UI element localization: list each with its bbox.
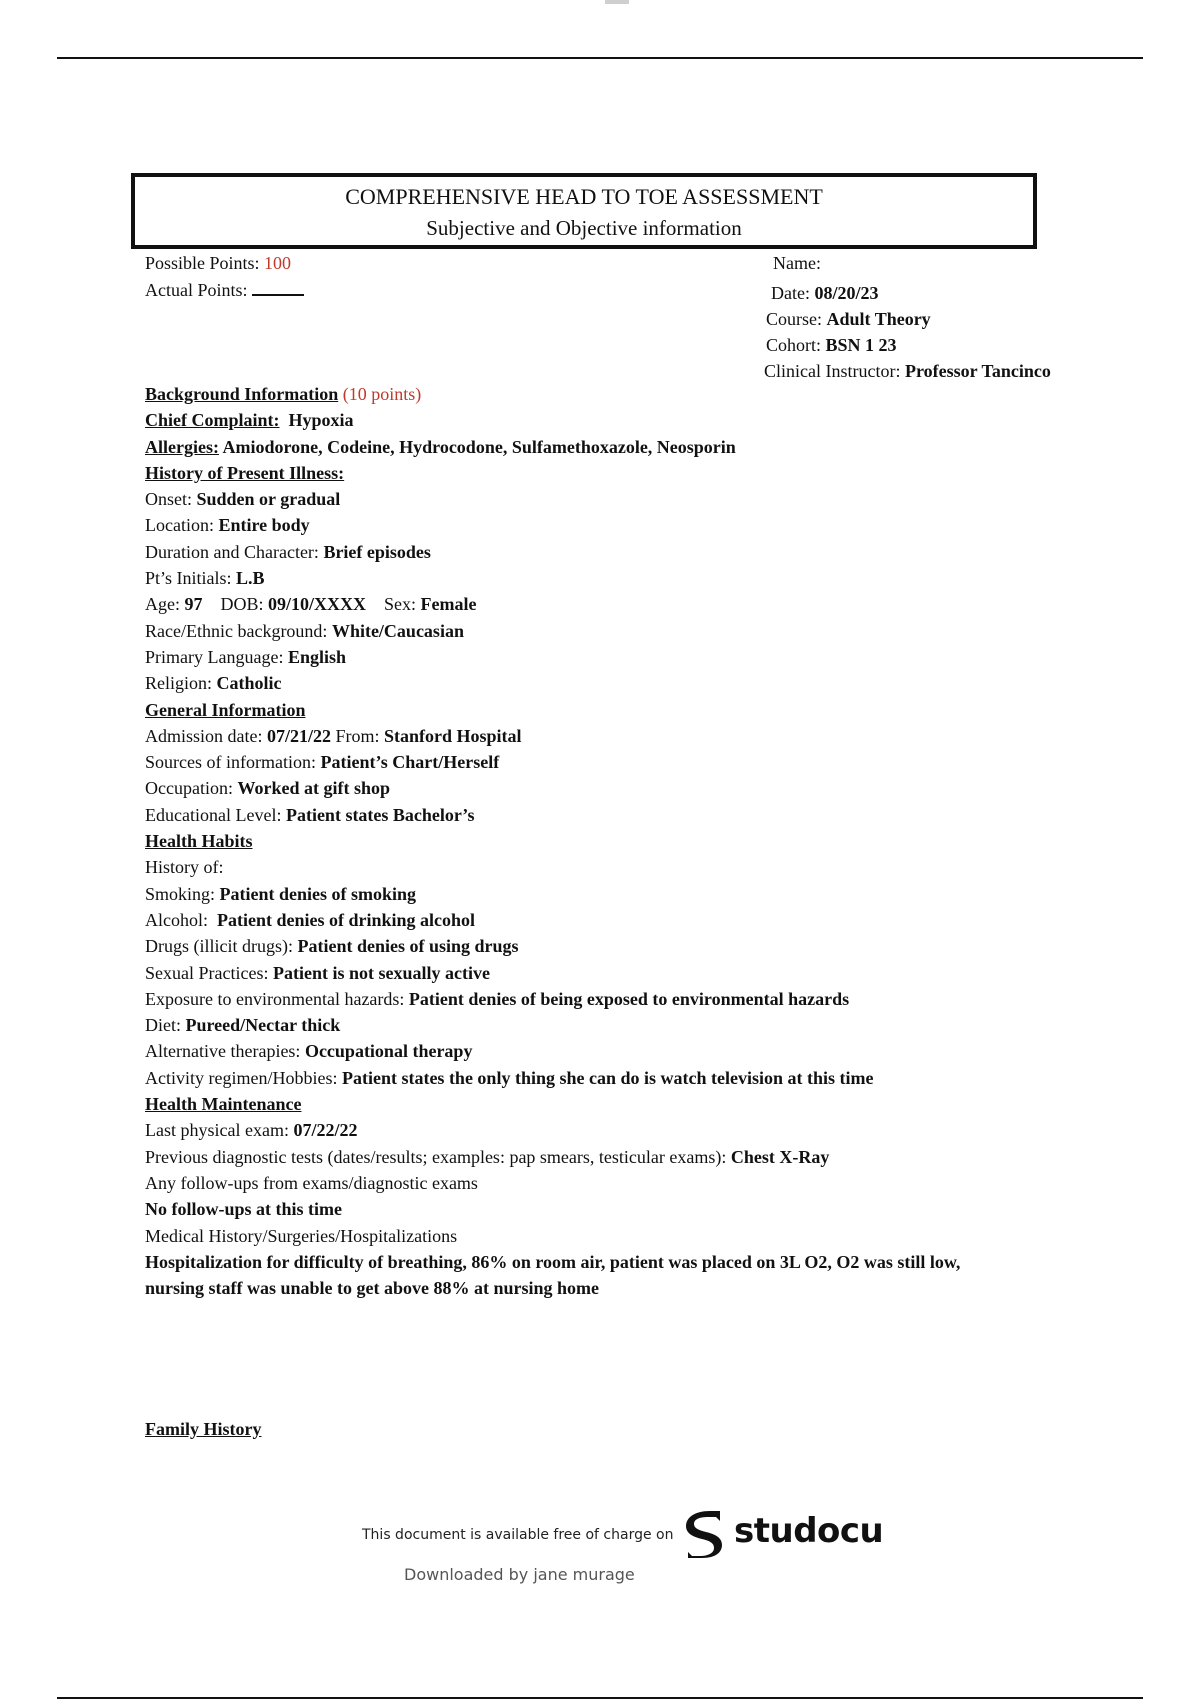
from-value: Stanford Hospital [384, 725, 522, 746]
cohort-label: Cohort: [766, 335, 826, 355]
actual-points-label: Actual Points: [145, 280, 252, 300]
family-history-heading: Family History [145, 1419, 262, 1439]
sources-value: Patient’s Chart/Herself [320, 752, 500, 773]
document-subtitle: Subjective and Objective information [426, 216, 742, 240]
activity-label: Activity regimen/Hobbies: [145, 1067, 342, 1088]
from-label: From: [331, 725, 385, 746]
footer-downloaded-by: Downloaded by jane murage [404, 1565, 635, 1584]
date-field [771, 282, 879, 304]
possible-points [145, 252, 291, 274]
habits-heading-line [145, 828, 1085, 854]
alternative-therapies-value: Occupational therapy [304, 1041, 473, 1062]
smoking-value: Patient denies of smoking [219, 883, 417, 904]
drugs-label: Drugs (illicit drugs): [145, 936, 298, 957]
course-label: Course: [766, 309, 827, 329]
actual-points-blank [252, 280, 304, 296]
maintenance-heading-line [145, 1091, 1085, 1117]
chief-complaint-label: Chief Complaint: [145, 410, 280, 431]
duration-label: Duration and Character: [145, 541, 324, 562]
occupation-label: Occupation: [145, 778, 238, 799]
admission-value: 07/21/22 [267, 725, 332, 746]
age-label: Age: [145, 594, 185, 615]
religion-line [145, 670, 1085, 696]
allergies-value: Amiodorone, Codeine, Hydrocodone, Sulfamethoxazole, Neosporin [218, 436, 736, 457]
education-line [145, 802, 1085, 828]
assessment-body [145, 381, 1085, 1301]
occupation-line [145, 775, 1085, 801]
sexual-value: Patient is not sexually active [272, 962, 490, 983]
actual-points [145, 279, 304, 301]
onset-label: Onset: [145, 489, 197, 510]
admission-label: Admission date: [145, 725, 267, 746]
possible-points-value: 100 [264, 253, 292, 273]
last-exam-label: Last physical exam: [145, 1120, 294, 1141]
allergies-line [145, 434, 1085, 460]
exposure-label: Exposure to environmental hazards: [145, 988, 409, 1009]
date-label: Date: [771, 283, 815, 303]
medical-history-value-line-1 [145, 1249, 1085, 1275]
dob-value: 09/10/XXXX [268, 594, 367, 615]
duration-value: Brief episodes [323, 541, 431, 562]
possible-points-label: Possible Points: [145, 253, 265, 273]
diet-label: Diet: [145, 1015, 186, 1036]
race-value: White/Caucasian [331, 620, 464, 641]
top-divider [57, 57, 1143, 59]
smoking-label: Smoking: [145, 883, 220, 904]
chief-complaint-value: Hypoxia [279, 410, 354, 431]
alcohol-label: Alcohol: [145, 909, 217, 930]
general-heading-line [145, 697, 1085, 723]
maintenance-heading: Health Maintenance [145, 1094, 302, 1115]
chief-complaint-line [145, 407, 1085, 433]
background-points: 10 points [348, 384, 416, 404]
onset-value: Sudden or gradual [196, 489, 341, 510]
diagnostic-tests-line [145, 1144, 1085, 1170]
alternative-therapies-label: Alternative therapies: [145, 1041, 305, 1062]
course-field [766, 308, 931, 330]
background-heading: Background Information [145, 384, 339, 404]
background-heading-line [145, 381, 1085, 407]
age-value: 97 [184, 594, 203, 615]
followups-value: No follow-ups at this time [145, 1199, 342, 1220]
followups-label-line [145, 1170, 1085, 1196]
history-of-label: History of: [145, 857, 224, 878]
instructor-label: Clinical Instructor: [764, 361, 905, 381]
instructor-value: Professor Tancinco [904, 361, 1051, 381]
followups-label: Any follow-ups from exams/diagnostic exams [145, 1172, 478, 1193]
medical-history-value-1: Hospitalization for difficulty of breathing, 86% on room air, patient was placed on 3L O2, O2 was still low, [145, 1251, 961, 1272]
footer-available-text: This document is available free of charge on [362, 1527, 674, 1543]
sources-label: Sources of information: [145, 752, 321, 773]
religion-value: Catholic [216, 673, 282, 694]
admission-line [145, 723, 1085, 749]
sources-line [145, 749, 1085, 775]
race-line [145, 618, 1085, 644]
education-label: Educational Level: [145, 804, 286, 825]
name-label: Name: [773, 253, 821, 273]
paren-close: ) [415, 384, 422, 404]
title-box [131, 173, 1037, 249]
duration-line [145, 539, 1085, 565]
alcohol-line [145, 907, 1085, 933]
demographics-line [145, 591, 1085, 617]
habits-heading: Health Habits [145, 831, 253, 852]
page-edge-mark [605, 0, 629, 4]
cohort-value: BSN 1 23 [825, 335, 897, 355]
name-field [773, 252, 821, 274]
onset-line [145, 486, 1085, 512]
sex-value: Female [420, 594, 477, 615]
dob-label: DOB: [220, 594, 269, 615]
exposure-value: Patient denies of being exposed to environmental hazards [408, 988, 850, 1009]
allergies-label: Allergies: [145, 436, 219, 457]
initials-value: L.B [236, 568, 265, 589]
cohort-field [766, 334, 897, 356]
course-value: Adult Theory [826, 309, 931, 329]
studocu-logo-icon [680, 1508, 726, 1560]
studocu-logo-text[interactable]: studocu [734, 1511, 884, 1551]
medical-history-label-line [145, 1223, 1085, 1249]
diagnostic-tests-label: Previous diagnostic tests (dates/results; examples: pap smears, testicular exams): [145, 1146, 731, 1167]
drugs-line [145, 933, 1085, 959]
location-value: Entire body [218, 515, 310, 536]
sex-label: Sex: [384, 594, 421, 615]
medical-history-value-line-2 [145, 1275, 1085, 1301]
family-history-line [145, 1418, 261, 1440]
hpi-heading: History of Present Illness: [145, 462, 345, 483]
alcohol-value: Patient denies of drinking alcohol [217, 909, 476, 930]
location-label: Location: [145, 515, 219, 536]
history-of-line [145, 854, 1085, 880]
initials-line [145, 565, 1085, 591]
followups-value-line [145, 1196, 1085, 1222]
medical-history-label: Medical History/Surgeries/Hospitalizations [145, 1225, 458, 1246]
medical-history-value-2: nursing staff was unable to get above 88% at nursing home [145, 1278, 600, 1299]
race-label: Race/Ethnic background: [145, 620, 332, 641]
smoking-line [145, 881, 1085, 907]
initials-label: Pt’s Initials: [145, 568, 237, 589]
bottom-divider [57, 1697, 1143, 1699]
drugs-value: Patient denies of using drugs [297, 936, 519, 957]
language-label: Primary Language: [145, 646, 288, 667]
sexual-label: Sexual Practices: [145, 962, 273, 983]
education-value: Patient states Bachelor’s [285, 804, 475, 825]
hpi-heading-line [145, 460, 1085, 486]
diagnostic-tests-value: Chest X-Ray [730, 1146, 830, 1167]
activity-value: Patient states the only thing she can do is watch television at this time [341, 1067, 874, 1088]
last-exam-value: 07/22/22 [293, 1120, 358, 1141]
religion-label: Religion: [145, 673, 217, 694]
alternative-therapies-line [145, 1038, 1085, 1064]
activity-line [145, 1065, 1085, 1091]
occupation-value: Worked at gift shop [237, 778, 391, 799]
date-value: 08/20/23 [814, 283, 879, 303]
language-line [145, 644, 1085, 670]
diet-line [145, 1012, 1085, 1038]
last-exam-line [145, 1117, 1085, 1143]
sexual-line [145, 960, 1085, 986]
general-heading: General Information [145, 699, 306, 720]
exposure-line [145, 986, 1085, 1012]
language-value: English [287, 646, 347, 667]
instructor-field [764, 360, 1051, 382]
paren-open: ( [338, 384, 349, 404]
document-title: COMPREHENSIVE HEAD TO TOE ASSESSMENT [345, 184, 823, 209]
location-line [145, 512, 1085, 538]
diet-value: Pureed/Nectar thick [185, 1015, 341, 1036]
